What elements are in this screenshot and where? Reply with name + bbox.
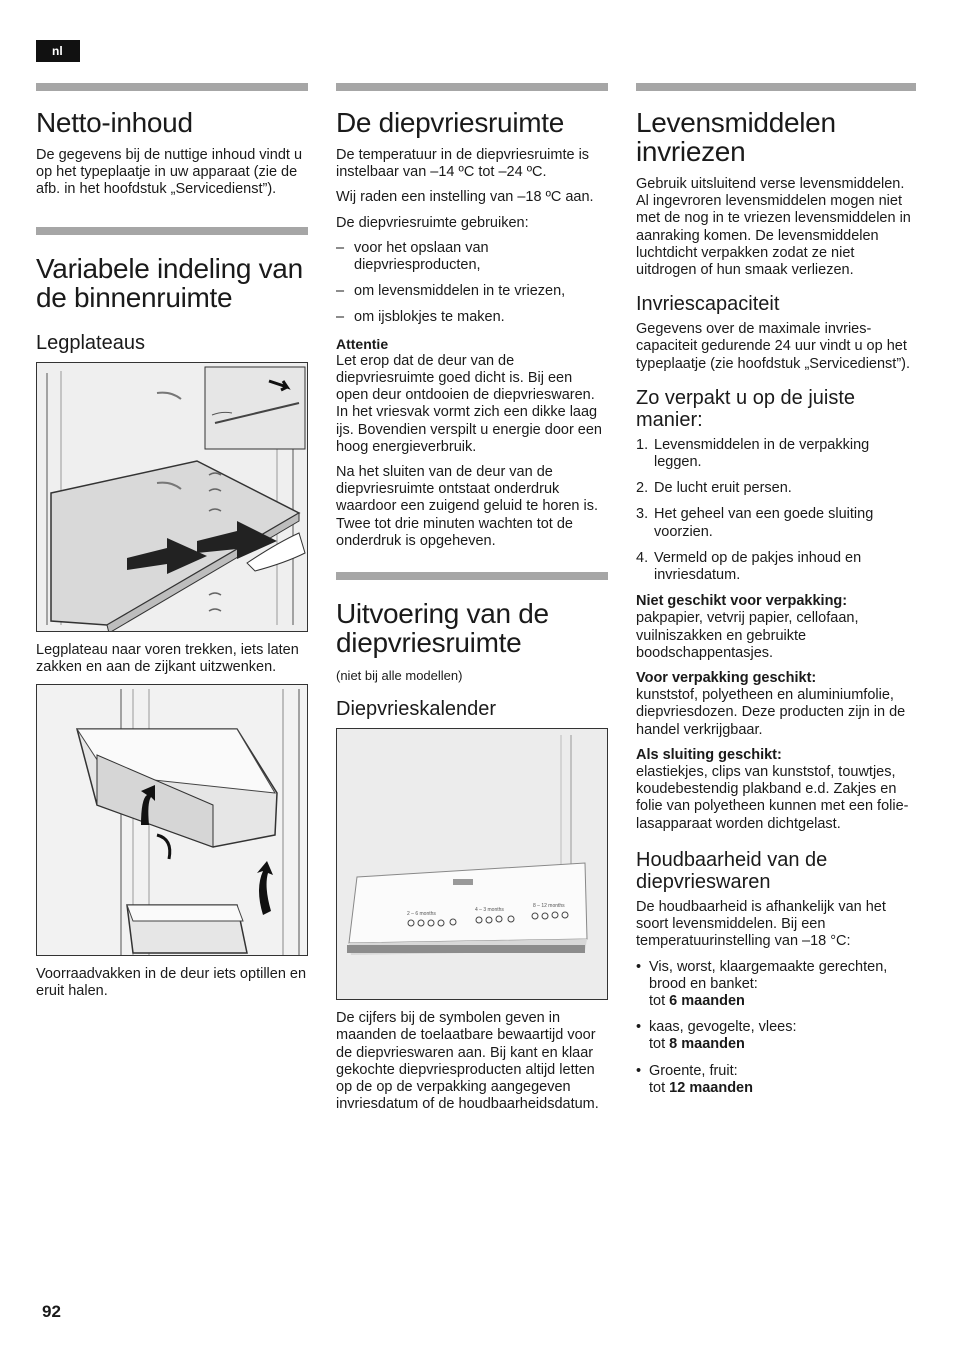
list-item [636, 1019, 916, 1053]
list-item [636, 550, 916, 584]
attention-label: Attentie [336, 335, 389, 352]
diepvries-text-3: De diepvriesruimte gebruiken: [336, 214, 529, 231]
suitable-label: Voor verpakking geschikt: [636, 670, 817, 687]
list-item [636, 480, 916, 497]
item-prefix: tot [649, 1036, 666, 1053]
unsuitable-text: pakpapier, vetvrij papier, cellofaan, vuilniszakken en gebruikte boodschappentasjes. [636, 610, 859, 661]
subheading-verpakken: Zo verpakt u op de juiste manier: [636, 386, 856, 431]
attention-text: Let erop dat de deur van de diepvriesruimte goed dicht is. Bij een open deur ontdooien de diepvrieswaren. In het vriesvak vormt zich een dikke laag ijs. Bovendien verspilt u energie door een hoog energieverbruik. [336, 352, 602, 455]
packing-steps [636, 437, 916, 584]
item-prefix: tot [649, 1079, 666, 1096]
list-item: – om ijsblokjes te maken. [336, 309, 608, 326]
invriescapaciteit-text: Gegevens over de maximale invriescapaciteit gedurende 24 uur vindt u op het typeplaatje (zie hoofdstuk „Servicedienst”). [636, 321, 911, 372]
step-text: De lucht eruit persen. [654, 480, 792, 497]
diepvries-text-4: Na het sluiten van de deur van de diepvriesruimte ontstaat onderdruk waardoor een zuigend geluid te horen is. Twee tot drie minuten wachten tot de onderdruk is opgeheven. [336, 464, 598, 549]
heading-netto-inhoud: Netto-inhoud [36, 107, 193, 138]
column-left [36, 83, 308, 1008]
unsuitable-label: Niet geschikt voor verpakking: [636, 593, 848, 610]
closure-label: Als sluiting geschikt: [636, 746, 782, 763]
section-rule [36, 227, 308, 235]
subheading-legplateaus: Legplateaus [36, 331, 145, 354]
uses-list [336, 240, 608, 327]
diepvries-text-1: De temperatuur in de diepvriesruimte is instelbaar van –14 ºC tot –24 ºC. [336, 147, 590, 181]
step-number: 4. [636, 549, 649, 566]
netto-inhoud-text: De gegevens bij de nuttige inhoud vindt u op het typeplaatje in uw apparaat (zie de afb. in het hoofdstuk „Servicedienst”). [36, 147, 303, 198]
page-number: 92 [42, 1302, 61, 1321]
calendar-label: 8 – 12 months [533, 903, 565, 910]
column-middle [336, 83, 608, 1121]
list-item [636, 437, 916, 471]
door-shelf-drawing [37, 685, 308, 956]
shelf-caption: Legplateau naar voren trekken, iets laten zakken en aan de zijkant uitzwenken. [36, 641, 299, 675]
item-text: kaas, gevogelte, vlees: [649, 1019, 797, 1036]
list-item: – om levensmiddelen in te vriezen, [336, 283, 608, 300]
item-duration: 6 maanden [669, 992, 745, 1009]
column-right [636, 83, 916, 1106]
subheading-invriescapaciteit: Invriescapaciteit [636, 293, 780, 316]
language-badge: nl [36, 40, 80, 62]
calendar-label: 2 – 6 months [407, 911, 436, 918]
models-note: (niet bij alle modellen) [336, 668, 463, 684]
door-shelf-illustration [36, 684, 308, 956]
item-duration: 8 maanden [669, 1036, 745, 1053]
door-shelf-caption: Voorraadvakken in de deur iets optillen en eruit halen. [36, 966, 307, 1000]
freezer-calendar-drawing [337, 729, 608, 1000]
calendar-caption: De cijfers bij de symbolen geven in maanden de toelaatbare bewaartijd voor de diepvrieswaren aan. Bij kant en klaar gekochte diepvriesproducten altijd letten op de op de verpakking aangegeven invriesdatum of de houdbaarheidsdatum. [336, 1010, 599, 1113]
section-rule [636, 83, 916, 91]
list-item [636, 1063, 916, 1097]
shelf-life-list [636, 959, 916, 1097]
calendar-label: 4 – 3 months [475, 907, 504, 914]
subheading-houdbaarheid: Houdbaarheid van de diepvrieswaren [636, 848, 828, 893]
step-number: 3. [636, 506, 649, 523]
list-item: – voor het opslaan van diepvriesproducten, [336, 240, 608, 274]
step-number: 2. [636, 480, 649, 497]
heading-variabele-indeling: Variabele indeling van de binnenruimte [36, 252, 303, 313]
item-text: Groente, fruit: [649, 1062, 738, 1079]
item-prefix: tot [649, 992, 666, 1009]
freezer-calendar-illustration [336, 728, 608, 1000]
heading-levensmiddelen-invriezen: Levensmiddelen invriezen [636, 107, 836, 167]
levensmiddelen-text: Gebruik uitsluitend verse levensmiddelen. Al ingevroren levensmiddelen mogen niet met de nog in te vriezen levensmiddelen in aanraking komen. De levensmiddelen luchtdicht verpakken zodat ze niet uitdrogen of hun smaak verliezen. [636, 176, 911, 279]
step-text: Het geheel van een goede sluiting voorzien. [654, 506, 874, 540]
step-number: 1. [636, 436, 649, 453]
heading-uitvoering: Uitvoering van de diepvriesruimte [336, 598, 549, 659]
shelf-illustration [36, 362, 308, 632]
heading-diepvriesruimte: De diepvriesruimte [336, 107, 565, 138]
diepvries-text-2: Wij raden een instelling van –18 ºC aan. [336, 189, 594, 206]
item-text: Vis, worst, klaargemaakte gerechten, brood en banket: [649, 958, 888, 992]
list-item [636, 959, 916, 1011]
list-item [636, 506, 916, 540]
suitable-text: kunststof, polyetheen en aluminiumfolie, diepvriesdozen. Deze producten zijn in de handel verkrijgbaar. [636, 687, 906, 738]
subheading-diepvrieskalender: Diepvrieskalender [336, 698, 497, 721]
shelf-drawing [37, 363, 308, 632]
section-rule [36, 83, 308, 91]
step-text: Vermeld op de pakjes inhoud en invriesdatum. [654, 549, 862, 584]
houdbaarheid-text: De houdbaarheid is afhankelijk van het soort levensmiddelen. Bij een temperatuurinstelling van –18 °C: [636, 898, 886, 950]
item-duration: 12 maanden [669, 1079, 753, 1096]
section-rule [336, 572, 608, 580]
closure-text: elastiekjes, clips van kunststof, touwtjes, koudebestendig plakband e.d. Zakjes en folie van polyetheen kunnen met een folie-lasapparaat worden dichtgelast. [636, 764, 909, 832]
step-text: Levensmiddelen in de verpakking leggen. [654, 436, 870, 471]
section-rule [336, 83, 608, 91]
